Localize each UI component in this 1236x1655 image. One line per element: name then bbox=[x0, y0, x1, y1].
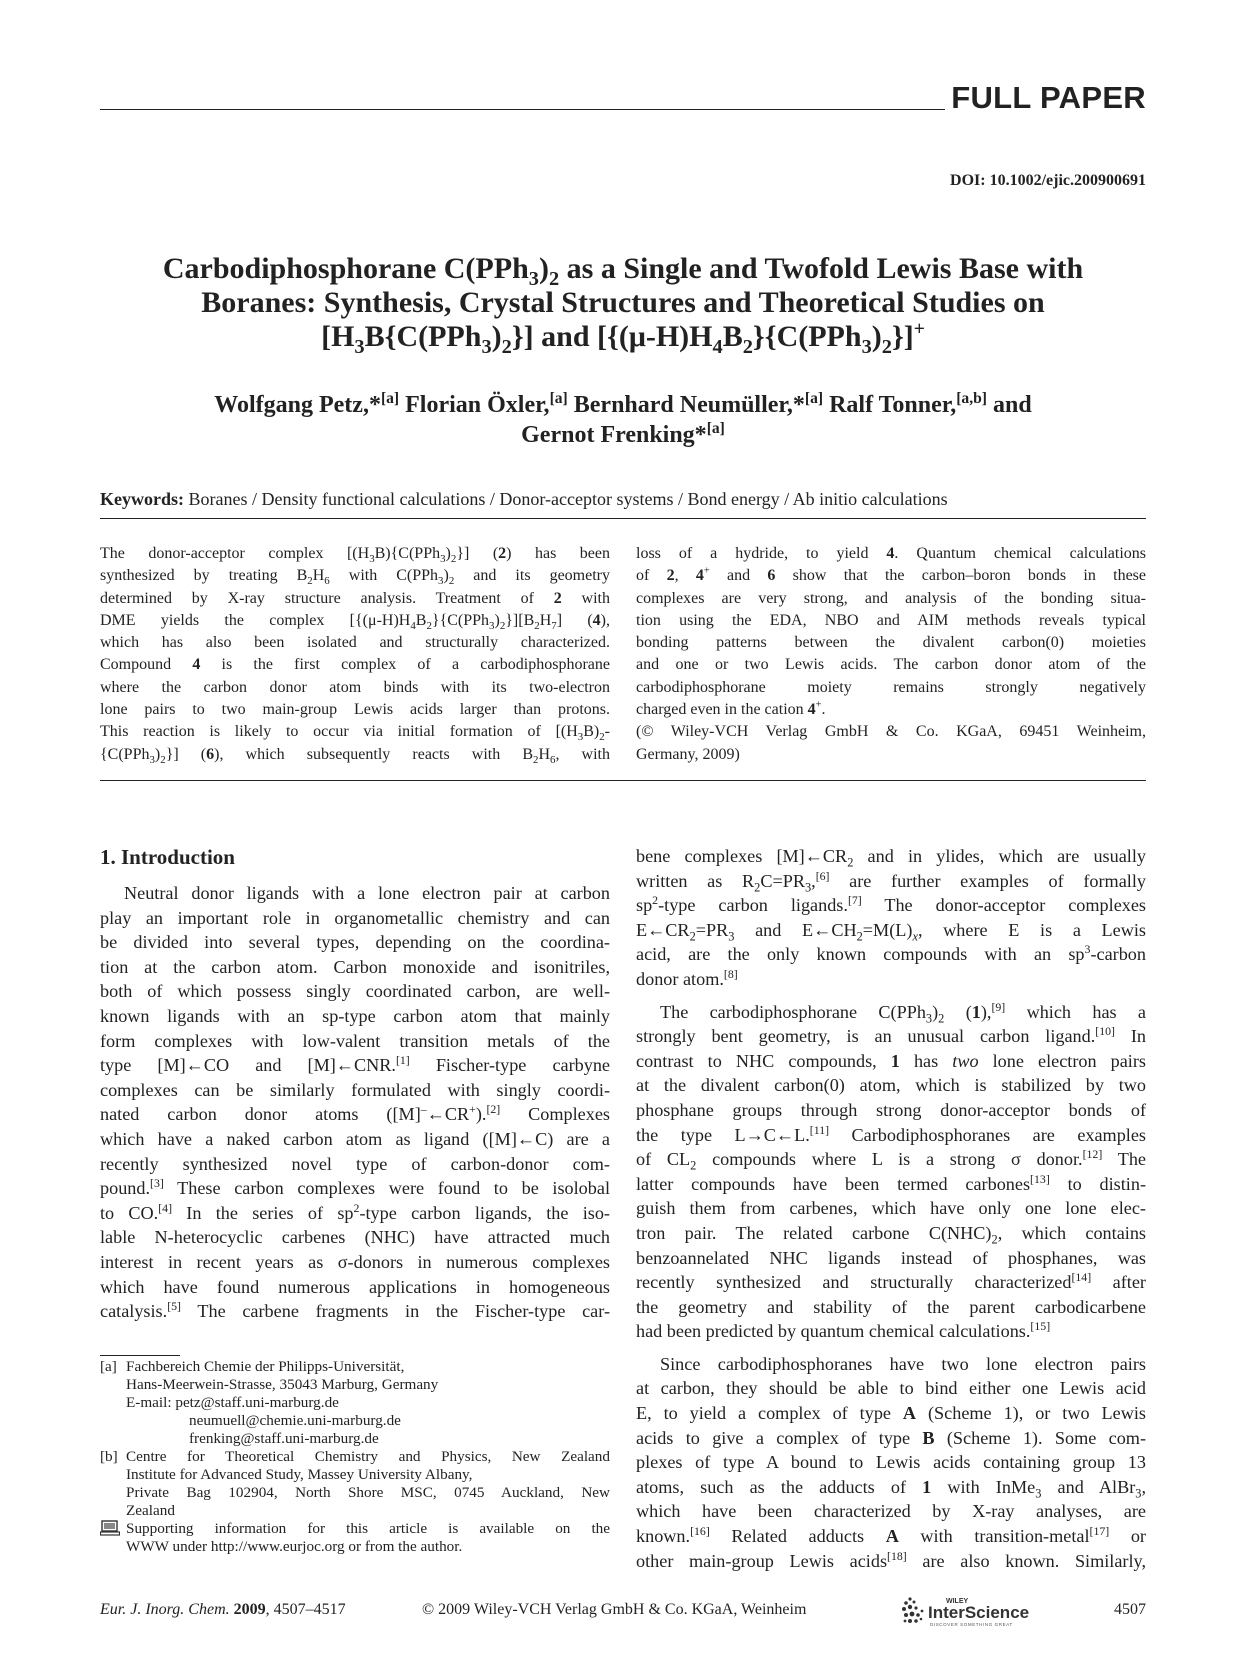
footnote-b: [b] Centre for Theoretical Chemistry and Physics, New Zealand Institute for Advanced Study, Massey University Albany, Private Bag 102904, North Shore MSC, 0745 Auckland, New Zealand bbox=[100, 1448, 610, 1519]
supporting-info-note: Supporting information for this article is available on the WWW under http://www.eurjoc.org or from the author. bbox=[100, 1520, 610, 1556]
affiliation-footnotes bbox=[100, 1358, 610, 1556]
author: Florian Öxler,[a] bbox=[405, 390, 568, 418]
page-number: 4507 bbox=[1114, 1601, 1146, 1618]
author: Gernot Frenking*[a] bbox=[521, 420, 725, 448]
section-heading: 1. Introduction bbox=[100, 845, 235, 869]
header-rule bbox=[100, 109, 945, 110]
paper-title: Carbodiphosphorane $C(PPh_3)_2$ as a Single and Twofold Lewis Base with Boranes: Synthesis, Crystal Structures and Theoretical Studies on $[H_3B\{C(PPh_3)_2\}]$ and $[\{(\mu-H)H_4B_2\}\{C(PPh_3)_2\}]^+$ bbox=[162, 252, 1084, 358]
author: Ralf Tonner,[a,b] bbox=[829, 390, 987, 418]
doi: DOI: 10.1002/ejic.200900691 bbox=[950, 172, 1146, 189]
page-footer bbox=[100, 1597, 1146, 1627]
wiley-interscience-logo bbox=[900, 1591, 1050, 1631]
author-list: Wolfgang Petz,*[a] Florian Öxler,[a] Bernhard Neumüller,*[a] Ralf Tonner,[a,b] and Gernot Frenking*[a] bbox=[214, 390, 1032, 448]
abstract-right-column: loss of a hydride, to yield 4. Quantum chemical calculations of 2, 4+ and 6 show that the carbon–boron bonds in these complexes are very strong, and analysis of the bonding situa- tion using the EDA, NBO and AIM methods reveals typical bonding patterns between the divalent carbon(0) moieties and one or two Lewis acids. The carbon donor atom of the carbodiphosphorane moiety remains strongly negatively charged even in the cation 4+. (© Wiley-VCH Verlag GmbH & Co. KGaA, 69451 Weinheim, Germany, 2009) bbox=[636, 545, 1146, 763]
abstract-bottom-rule bbox=[100, 780, 1146, 781]
abstract-left-column: The donor-acceptor complex $[(H_3B)\{C(PPh_3)_2\}]$ (2) has been synthesized by treating $B_2H_6$ with $C(PPh_3)_2$ and its geometry determined by X-ray structure analysis. Treatment of 2 with DME yields the complex $[\{(\mu-H)H_4B_2\}\{C(PPh_3)_2\}][B_2H_7]$ (4), which has also been isolated and structurally characterized. Compound 4 is the first complex of a carbodiphosphorane where the carbon donor atom binds with its two-electron lone pairs to two main-group Lewis acids larger than protons. This reaction is likely to occur via initial formation of [$(H_3B)_2-$ $\{C(PPh_3)_2\}$] (6), which subsequently reacts with $B_2H_6$, with bbox=[100, 545, 610, 766]
logo-main-text: InterScience bbox=[928, 1603, 1030, 1622]
computer-icon bbox=[100, 1520, 126, 1556]
author: Wolfgang Petz,*[a] bbox=[214, 390, 400, 418]
section-label: FULL PAPER bbox=[951, 80, 1146, 115]
author: Bernhard Neumüller,*[a] bbox=[573, 390, 824, 418]
keywords: Keywords: Boranes / Density functional calculations / Donor-acceptor systems / Bond energy / Ab initio calculations bbox=[100, 489, 948, 509]
copyright-notice: © 2009 Wiley-VCH Verlag GmbH & Co. KGaA, Weinheim bbox=[422, 1601, 807, 1618]
journal-citation: Eur. J. Inorg. Chem. 2009, 4507–4517 bbox=[100, 1601, 346, 1618]
logo-tagline: DISCOVER SOMETHING GREAT bbox=[930, 1622, 1013, 1627]
body-right-column: bene complexes $[M]\leftarrow CR_2$ and in ylides, which are usually written as $R_2C=PR_3,[6]$ are further examples of formally $sp^2$-type carbon ligands.[7] The donor-acceptor complexes $E\leftarrow CR_2=PR_3$ and $E\leftarrow CH_2=M(L)_x$, where E is a Lewis acid, are the only known compounds with an $sp^3$-carbon donor atom.[8] The carbodiphosphorane $C(PPh_3)_2$ (1),[9] which has a strongly bent geometry, is an unusual carbon ligand.[10] In contrast to NHC compounds, 1 has two lone electron pairs at the divalent carbon(0) atom, which is stabilized by two phosphane groups through strong donor-acceptor bonds of the type L→C←L.[11] Carbodiphosphoranes are examples of $CL_2$ compounds where L is a strong σ donor.[12] The latter compounds have been termed carbones[13] to distin- guish them from carbenes, which have only one lone elec- tron pair. The related carbone $C(NHC)_2$, which contains benzoannelated NHC ligands instead of phosphanes, was recently synthesized and structurally characterized[14] after the geometry and stability of the parent carbodicarbene had been predicted by quantum chemical calculations.[15] Since carbodiphosphoranes have two lone electron pairs at carbon, they should be able to bind either one Lewis acid E, to yield a complex of type A (Scheme 1), or two Lewis acids to give a complex of type B (Scheme 1). Some com- plexes of type A bound to Lewis acids containing group 13 atoms, such as the adducts of 1 with InMe$_3$ and AlBr$_3$, which have been characterized by X-ray analyses, are known.[16] Related adducts A with transition-metal[17] or other main-group Lewis acids[18] are also known. Similarly, bbox=[636, 846, 1146, 1571]
logo-small-text: WILEY bbox=[946, 1598, 969, 1605]
footnote-a: [a] Fachbereich Chemie der Philipps-Universität, Hans-Meerwein-Strasse, 35043 Marburg, Germany E-mail: petz@staff.uni-marburg.de neumuell@chemie.uni-marburg.de frenking@staff.uni-marburg.de bbox=[100, 1358, 439, 1447]
footnote-rule bbox=[100, 1355, 180, 1356]
body-left-column: Neutral donor ligands with a lone electron pair at carbon play an important role in organometallic chemistry and can be divided into several types, depending on the coordina- tion at the carbon atom. Carbon monoxide and isonitriles, both of which possess singly coordinated carbon, are well- known ligands with an sp-type carbon atom that mainly form complexes with low-valent transition metals of the type [M]←CO and [M]←CNR.[1] Fischer-type carbyne complexes can be similarly formulated with singly coordi- nated carbon donor atoms ([M]–←CR+).[2] Complexes which have a naked carbon atom as ligand ([M]←C) are a recently synthesized novel type of carbon-donor com- pound.[3] These carbon complexes were found to be isolobal to CO.[4] In the series of $sp^2$-type carbon ligands, the iso- lable N-heterocyclic carbenes (NHC) have attracted much interest in recent years as σ-donors in numerous complexes which have found numerous applications in homogeneous catalysis.[5] The carbene fragments in the Fischer-type car- bbox=[100, 883, 610, 1322]
abstract-top-rule bbox=[100, 518, 1146, 519]
